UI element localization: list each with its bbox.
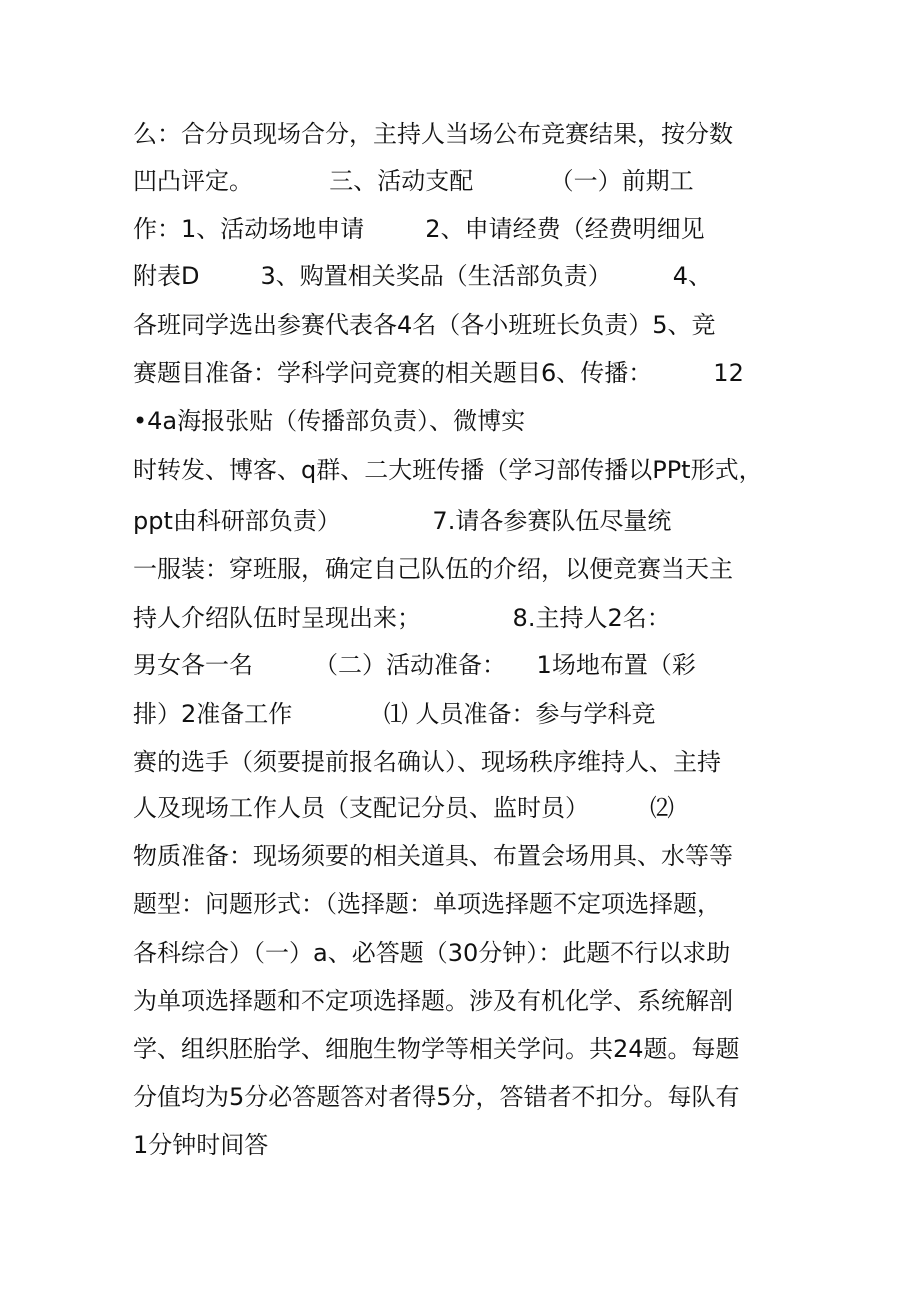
- text-line-18: 各科综合）（一）a、必答题（30分钟）：此题不行以求助: [133, 939, 731, 967]
- text-line-4: 附表D 3、购置相关奖品（生活部负责） 4、: [133, 262, 713, 290]
- text-line-15: 人及现场工作人员（支配记分员、监时员） ⑵: [133, 794, 675, 822]
- text-line-7: •4a海报张贴（传播部负责）、微博实: [133, 407, 526, 435]
- text-line-3: 作：1、活动场地申请 2、申请经费（经费明细见: [133, 215, 705, 243]
- text-line-8: 时转发、博客、q群、二大班传播（学习部传播以PPt形式，: [133, 456, 763, 484]
- text-line-12: 男女各一名 （二）活动准备： 1场地布置（彩: [133, 651, 696, 679]
- text-line-21: 分值均为5分必答题答对者得5分，答错者不扣分。每队有: [133, 1083, 740, 1111]
- text-line-5: 各班同学选出参赛代表各4名（各小班班长负责）5、竞: [133, 311, 716, 339]
- text-line-20: 学、组织胚胎学、细胞生物学等相关学问。共24题。每题: [133, 1035, 740, 1063]
- text-line-13: 排）2准备工作 ⑴ 人员准备：参与学科竞: [133, 700, 656, 728]
- text-line-6: 赛题目准备：学科学问竞赛的相关题目6、传播： 12: [133, 359, 744, 387]
- text-line-2: 凹凸评定。 三、活动支配 （一）前期工: [133, 167, 694, 195]
- text-line-14: 赛的选手（须要提前报名确认）、现场秩序维持人、主持: [133, 748, 721, 776]
- text-line-9: ppt由科研部负责） 7.请各参赛队伍尽量统: [133, 507, 672, 535]
- text-line-16: 物质准备：现场须要的相关道具、布置会场用具、水等等: [133, 842, 733, 870]
- text-line-22: 1分钟时间答: [133, 1131, 269, 1159]
- text-line-11: 持人介绍队伍时呈现出来； 8.主持人2名：: [133, 604, 671, 632]
- text-line-19: 为单项选择题和不定项选择题。涉及有机化学、系统解剖: [133, 987, 733, 1015]
- text-line-10: 一服装：穿班服，确定自己队伍的介绍，以便竞赛当天主: [133, 555, 733, 583]
- text-line-1: 么：合分员现场合分，主持人当场公布竞赛结果，按分数: [133, 120, 733, 148]
- text-line-17: 题型：问题形式：（选择题：单项选择题不定项选择题，: [133, 890, 721, 918]
